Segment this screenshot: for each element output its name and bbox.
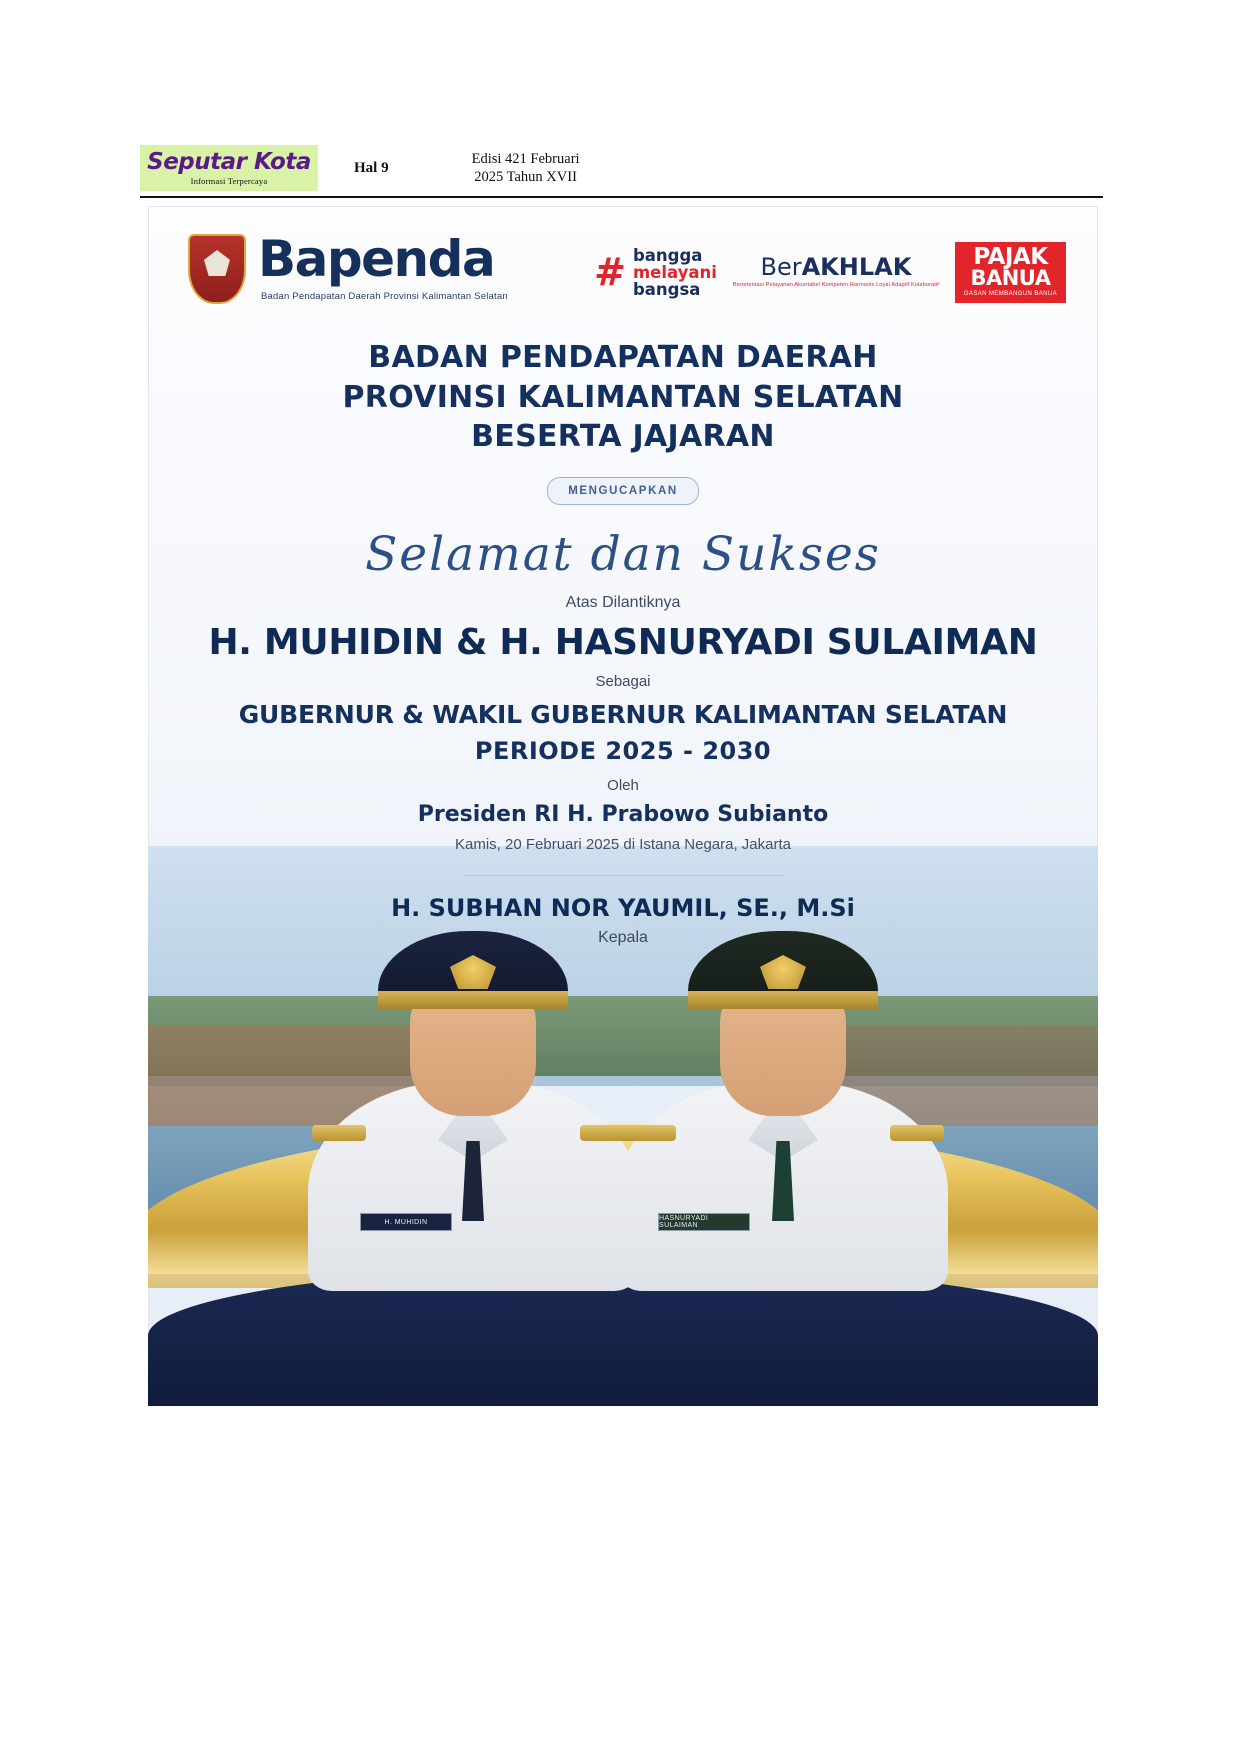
signatory-name: H. SUBHAN NOR YAUMIL, SE., M.Si bbox=[391, 893, 855, 922]
cap-emblem-right-icon bbox=[760, 955, 806, 989]
signatory-title: Kepala bbox=[598, 928, 648, 946]
headline-line-1: BADAN PENDAPATAN DAERAH bbox=[368, 340, 878, 375]
bapenda-logo-text bbox=[258, 230, 508, 302]
bapenda-wordmark: Bapenda bbox=[258, 230, 495, 288]
signature-divider bbox=[463, 875, 783, 876]
shoulder-board-right-inner bbox=[622, 1125, 676, 1141]
script-greeting: Selamat dan Sukses bbox=[365, 526, 881, 582]
bangga-line-3: bangsa bbox=[632, 279, 701, 299]
poster-content bbox=[148, 230, 1098, 947]
shoulder-board-right-outer bbox=[890, 1125, 944, 1141]
cap-emblem-left-icon bbox=[450, 955, 496, 989]
bapenda-subtitle: Badan Pendapatan Daerah Provinsi Kalimantan Selatan bbox=[261, 291, 508, 302]
cap-band-left bbox=[378, 991, 568, 1009]
shoulder-board-left-outer bbox=[312, 1125, 366, 1141]
nametag-right: HASNURYADI SULAIMAN bbox=[658, 1213, 750, 1231]
bangga-line-1: bangga bbox=[632, 245, 703, 265]
pajak-line-2: BANUA bbox=[970, 265, 1051, 290]
pajak-tagline: GASAN MEMBANGUN BANUA bbox=[963, 290, 1057, 297]
berakhlak-logo bbox=[733, 255, 939, 289]
position-title: GUBERNUR & WAKIL GUBERNUR KALIMANTAN SELATAN bbox=[238, 699, 1008, 729]
bapenda-logo bbox=[188, 230, 508, 304]
mengucapkan-badge: MENGUCAPKAN bbox=[547, 477, 699, 505]
pajak-line-1: PAJAK bbox=[973, 244, 1048, 270]
poster-headline bbox=[148, 338, 1098, 457]
newspaper-logo-title: Seputar Kota bbox=[147, 148, 311, 175]
atas-dilantiknya-label: Atas Dilantiknya bbox=[565, 593, 681, 611]
partner-logos bbox=[594, 242, 1066, 303]
hashtag-icon: # bbox=[594, 250, 626, 295]
masthead bbox=[140, 140, 1100, 196]
berakhlak-prefix: Ber bbox=[760, 253, 802, 282]
newspaper-logo-subtitle: Informasi Terpercaya bbox=[190, 175, 268, 186]
oleh-label: Oleh bbox=[607, 776, 639, 794]
period-text: PERIODE 2025 - 2030 bbox=[474, 736, 772, 765]
berakhlak-main: AKHLAK bbox=[801, 253, 912, 282]
masthead-divider bbox=[140, 196, 1103, 198]
edition-line-2: 2025 Tahun XVII bbox=[474, 169, 577, 185]
berakhlak-wordmark bbox=[733, 253, 939, 282]
advertisement-poster bbox=[148, 206, 1098, 1406]
event-datetime: Kamis, 20 Februari 2025 di Istana Negara, Jakarta bbox=[454, 835, 791, 853]
pajak-banua-logo bbox=[955, 242, 1066, 303]
headline-line-2: PROVINSI KALIMANTAN SELATAN bbox=[342, 379, 904, 415]
sebagai-label: Sebagai bbox=[595, 672, 651, 690]
bangga-line-2: melayani bbox=[632, 262, 717, 282]
bangga-logo-text bbox=[633, 247, 717, 298]
honoree-names: H. MUHIDIN & H. HASNURYADI SULAIMAN bbox=[208, 621, 1038, 663]
garuda-shield-icon bbox=[188, 234, 246, 304]
inaugurator-name: Presiden RI H. Prabowo Subianto bbox=[417, 801, 829, 827]
edition-line-1: Edisi 421 Februari bbox=[471, 150, 580, 167]
nametag-left: H. MUHIDIN bbox=[360, 1213, 452, 1231]
headline-line-3: BESERTA JAJARAN bbox=[471, 419, 775, 455]
bangga-melayani-bangsa-logo bbox=[594, 247, 717, 298]
logo-row bbox=[148, 230, 1098, 322]
newspaper-logo bbox=[140, 145, 318, 191]
edition-info bbox=[431, 150, 621, 186]
cap-band-right bbox=[688, 991, 878, 1009]
page-number-label: Hal 9 bbox=[354, 159, 389, 176]
berakhlak-subtitle: Berorientasi Pelayanan Akuntabel Kompeten Harmonis Loyal Adaptif Kolaboratif bbox=[732, 282, 939, 289]
